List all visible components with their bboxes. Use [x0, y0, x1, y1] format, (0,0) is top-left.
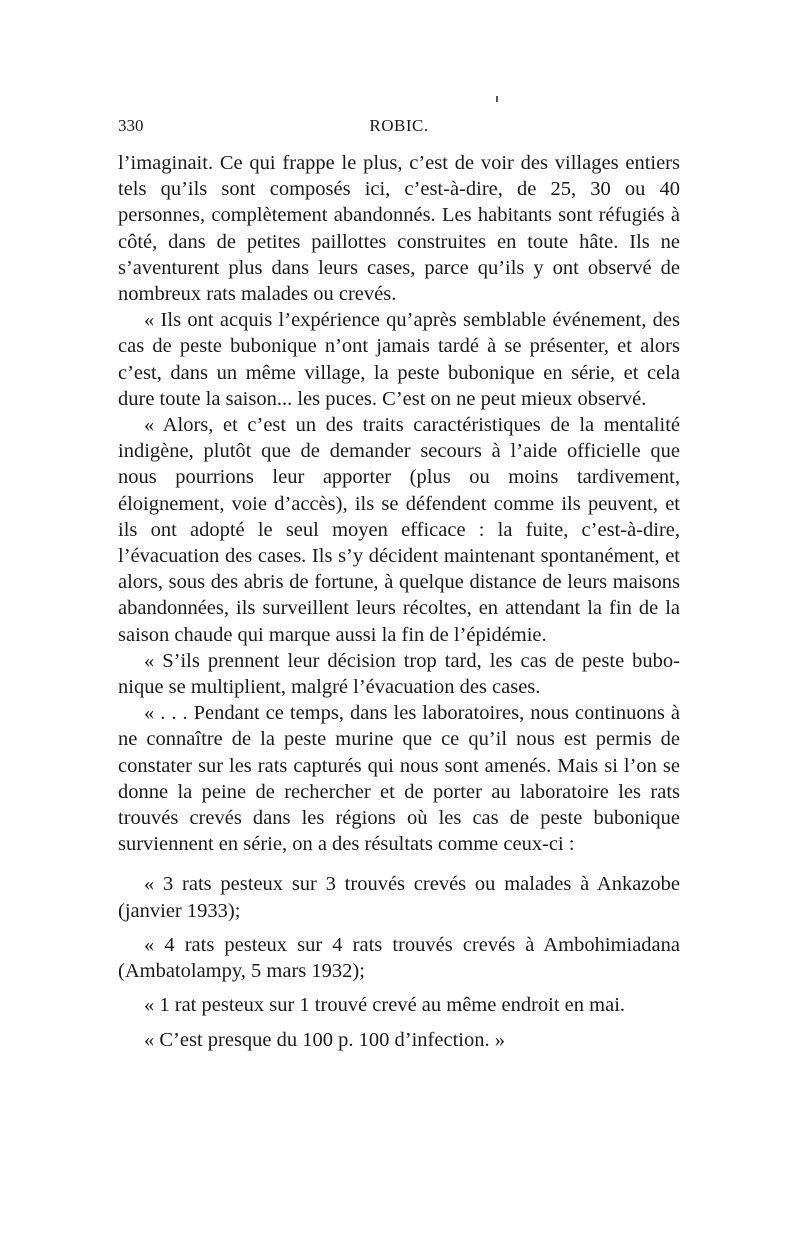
quote-line-1: « 3 rats pesteux sur 3 trouvés crevés ou malades à Ankazobe (janvier 1933);	[118, 873, 680, 922]
print-mark	[496, 96, 498, 102]
page-header	[118, 116, 680, 140]
paragraph-3: « Alors, et c’est un des traits caractéristiques de la mentalité indigène, plutôt que de demander secours à l’aide officielle que nous pourrions leur apporter (plus ou moins tardivement, éloignement, voie d’accès), ils se défendent comme ils peuvent, et ils ont adopté le seul moyen efficace : la fuite, c’est-à-dire, l’évacuation des cases. Ils s’y décident maintenant spontanément, et alors, sous des abris de fortune, à quelque distance de leurs maisons abandonnées, ils surveillent leurs récoltes, en attendant la fin de la saison chaude qui marque aussi la fin de l’épidémie.	[118, 414, 680, 646]
paragraph-5: « . . . Pendant ce temps, dans les laboratoires, nous continuons à ne connaître de la peste murine que ce qu’il nous est permis de constater sur les rats capturés qui nous sont amenés. Mais si l’on se donne la peine de rechercher et de porter au laboratoire les rats trouvés crevés dans les régions où les cas de peste bubonique surviennent en série, on a des résultats comme ceux-ci :	[118, 702, 680, 856]
quote-line-2: « 4 rats pesteux sur 4 rats trouvés crevés à Ambohimiadana (Ambatolampy, 5 mars 1932);	[118, 933, 680, 983]
running-head: ROBIC.	[369, 116, 429, 135]
quote-line-4: « C’est presque du 100 p. 100 d’infection. »	[144, 1028, 505, 1051]
paragraph-4: « S’ils prennent leur décision trop tard, les cas de peste bubonique se multiplient, malgré l’évacuation des cases.	[118, 649, 680, 699]
paragraph-2: « Ils ont acquis l’expérience qu’après semblable événement, des cas de peste bubonique n’ont jamais tardé à se présenter, et alors c’est, dans un même village, la peste bubonique en série, et cela dure toute la saison... les puces. C’est on ne peut mieux observé.	[118, 309, 680, 410]
page-body	[118, 150, 680, 1053]
paragraph-1: l’imaginait. Ce qui frappe le plus, c’est de voir des villages entiers tels qu’ils sont composés ici, c’est-à-dire, de 25, 30 ou 40 personnes, complètement abandonnés. Les habitants sont réfugiés à côté, dans de petites paillottes construites en toute hâte. Ils ne s’aventurent plus dans leurs cases, parce qu’ils y ont observé de nombreux rats malades ou crevés.	[118, 152, 680, 306]
quote-line-3: « 1 rat pesteux sur 1 trouvé crevé au même endroit en mai.	[144, 994, 626, 1017]
page-number: 330	[118, 116, 144, 135]
